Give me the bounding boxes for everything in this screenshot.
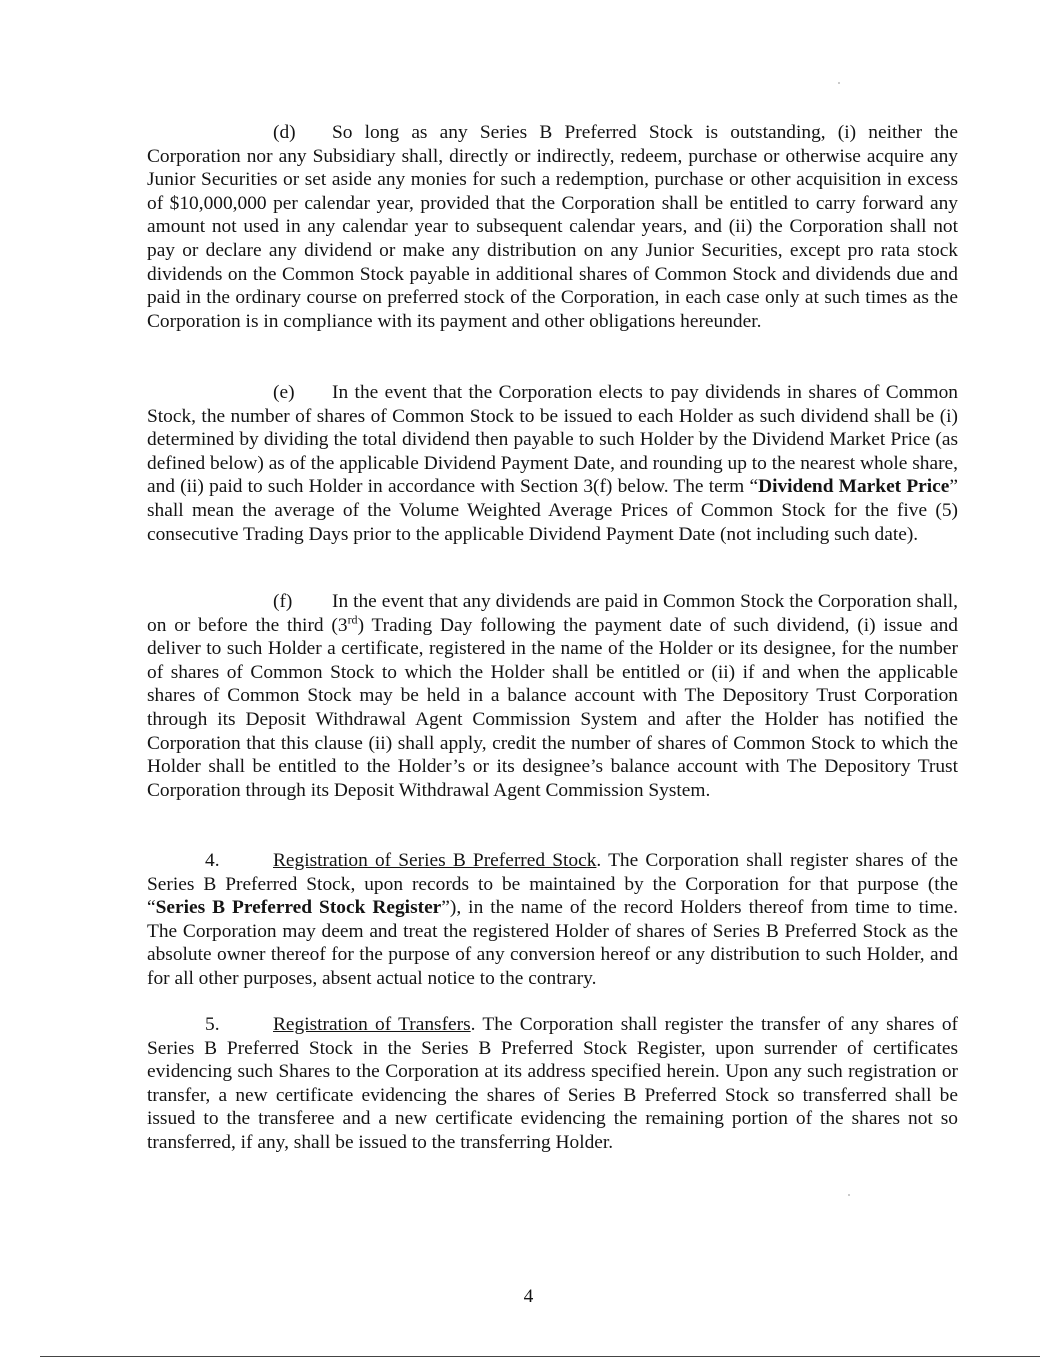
section-4: [147, 849, 958, 991]
page-number: 4: [523, 1286, 534, 1307]
section-4-text-after: ”), in the name of the record Holders thereof from time to time. The Corporation may deem and treat the registered Holder of shares of Series B Preferred Stock as the absolute owner thereof for the purpose of any conversion hereof or any distribution to such Holder, and for all other purposes, absent actual notice to the contrary.: [147, 897, 958, 989]
scan-speck: [838, 82, 840, 84]
paragraph-f-text-before: In the event that any dividends are paid in Common Stock the Corporation shall, on or before the third (3: [147, 591, 958, 636]
paragraph-d: [147, 121, 958, 333]
paragraph-f: [147, 590, 958, 802]
paragraph-d-marker: (d): [273, 122, 296, 143]
section-5-heading: Registration of Transfers: [273, 1014, 471, 1035]
paragraph-d-text: So long as any Series B Preferred Stock is outstanding, (i) neither the Corporation nor any Subsidiary shall, directly or indirectly, redeem, purchase or otherwise acquire any Junior Securities or set aside any monies for such a redemption, purchase or other acquisition in excess of $10,000,000 per calendar year, provided that the Corporation shall be entitled to carry forward any amount not used in any calendar year to subsequent calendar years, and (ii) the Corporation shall not pay or declare any dividend or make any distribution on any Junior Securities, except pro rata stock dividends on the Common Stock payable in additional shares of Common Stock and dividends due and paid in the ordinary course on preferred stock of the Corporation, in each case only at such times as the Corporation is in compliance with its payment and other obligations hereunder.: [147, 122, 958, 332]
paragraph-f-text-after: ) Trading Day following the payment date of such dividend, (i) issue and deliver to such Holder a certificate, registered in the name of the Holder or its designee, for the number of shares of Common Stock to which the Holder shall be entitled or (ii) if and when the applicable shares of Common Stock may be held in a balance account with The Depository Trust Corporation through its Deposit Withdrawal Agent Commission System and after the Holder has notified the Corporation that this clause (ii) shall apply, credit the number of shares of Common Stock to which the Holder shall be entitled to the Holder’s or its designee’s balance account with The Depository Trust Corporation through its Deposit Withdrawal Agent Commission System.: [147, 614, 958, 801]
dividend-market-price-term: Dividend Market Price: [758, 476, 950, 498]
paragraph-e: [147, 381, 958, 546]
paragraph-e-marker: (e): [273, 382, 295, 403]
paragraph-e-text-before: In the event that the Corporation elects to pay dividends in shares of Common Stock, the number of shares of Common Stock to be issued to each Holder as such dividend shall be (i) determined by dividing the total dividend then payable to such Holder by the Dividend Market Price (as defined below) as of the applicable Dividend Payment Date, and rounding up to the nearest whole share, and (ii) paid to such Holder in accordance with Section 3(f) below. The term “: [147, 382, 958, 498]
scan-speck: [848, 1194, 850, 1196]
footer-rule: [40, 1356, 1040, 1357]
paragraph-f-marker: (f): [273, 591, 293, 612]
ordinal-superscript: rd: [347, 612, 358, 627]
section-5: [147, 1013, 958, 1155]
section-4-text-before: . The Corporation shall register shares of the Series B Preferred Stock, upon records to be maintained by the Corporation for that purpose (the “: [147, 850, 958, 919]
section-4-heading: Registration of Series B Preferred Stock: [273, 850, 597, 871]
section-5-text: . The Corporation shall register the transfer of any shares of Series B Preferred Stock in the Series B Preferred Stock Register, upon surrender of certificates evidencing such Shares to the Corporation at its address specified herein. Upon any such registration or transfer, a new certificate evidencing the shares of Series B Preferred Stock so transferred shall be issued to the transferee and a new certificate evidencing the remaining portion of the shares not so transferred, if any, shall be issued to the transferring Holder.: [147, 1014, 958, 1153]
section-4-number: 4.: [205, 850, 220, 871]
section-5-number: 5.: [205, 1014, 220, 1035]
register-defined-term: Series B Preferred Stock Register: [155, 897, 442, 919]
paragraph-e-text-after: ” shall mean the average of the Volume Weighted Average Prices of Common Stock for the five (5) consecutive Trading Days prior to the applicable Dividend Payment Date (not including such date).: [147, 476, 958, 545]
